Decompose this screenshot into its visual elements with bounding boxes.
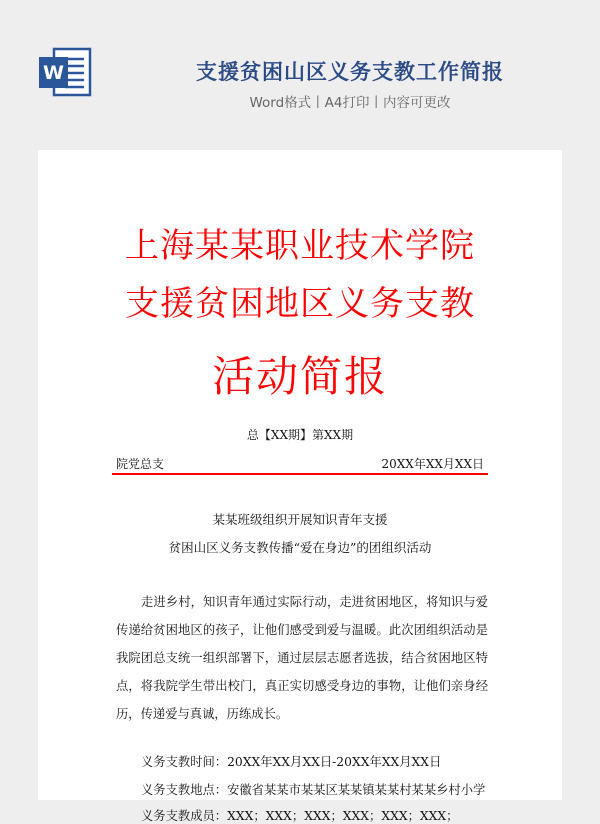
info-place: 义务支教地点：安徽省某某市某某区某某镇某某村某某乡村小学 xyxy=(141,783,486,797)
info-members: 义务支教成员：XXX；XXX；XXX；XXX；XXX；XXX； xyxy=(141,809,459,823)
info-time: 义务支教时间：20XX年XX月XX日-20XX年XX月XX日 xyxy=(141,755,442,769)
word-icon-letter: W xyxy=(43,62,64,84)
page-header xyxy=(0,0,600,132)
page-subtitle: Word格式丨A4打印丨内容可更改 xyxy=(249,95,451,111)
issue-date: 20XX年XX月XX日 xyxy=(381,457,484,471)
document-page xyxy=(38,150,562,823)
article-body: 走进乡村，知识青年通过实际行动，走进贫困地区，将知识与爱传递给贫困地区的孩子，让他们感受到爱与温暖。此次团组织活动是我院团总支统一组织部署下，通过层层志愿者选拔，结合贫困地区特点，将我院学生带出校门，真正实切感受身边的事物，让他们亲身经历，传递爱与真诚，历练成长。 xyxy=(116,595,488,721)
red-title-line-2: 支援贫困地区义务支教 xyxy=(125,284,475,324)
word-doc-icon xyxy=(38,46,92,98)
article-title-line-1: 某某班级组织开展知识青年支援 xyxy=(212,512,388,527)
red-title-line-1: 上海某某职业技术学院 xyxy=(125,226,475,266)
issue-number: 总【XX期】第XX期 xyxy=(246,428,354,442)
article-title-line-2: 贫困山区义务支教传播“爱在身边”的团组织活动 xyxy=(168,540,432,555)
issuer: 院党总支 xyxy=(116,457,165,471)
red-divider xyxy=(112,473,488,475)
red-title-line-3: 活动简报 xyxy=(211,352,388,401)
page-title: 支援贫困山区义务支教工作简报 xyxy=(196,60,504,84)
